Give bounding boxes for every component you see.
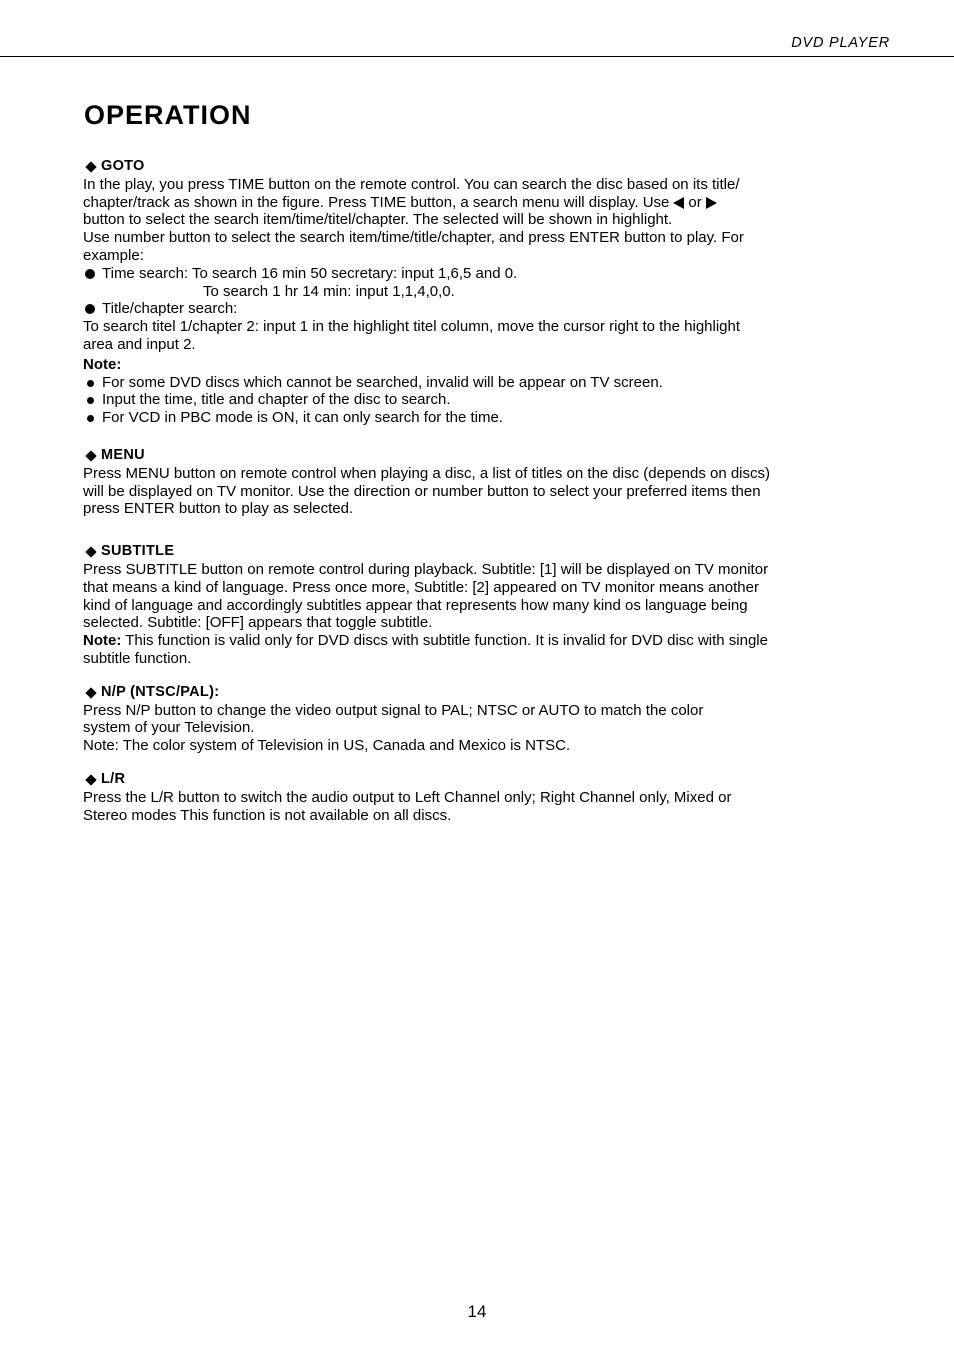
subtitle-paragraph-line: that means a kind of language. Press once more, Subtitle: [2] appeared on TV monitor means another [83,578,759,596]
goto-note-item [83,391,878,409]
section-heading-text: SUBTITLE [101,543,175,560]
subtitle-note-line [83,632,878,650]
section-heading-text: MENU [101,446,145,463]
goto-paragraph-line: example: [83,246,144,264]
subtitle-paragraph-line: selected. Subtitle: [OFF] appears that toggle subtitle. [83,614,433,632]
diamond-bullet-icon [85,546,96,557]
section-heading-menu [83,447,878,465]
title-search-line: To search titel 1/chapter 2: input 1 in the highlight titel column, move the cursor right to the highlight [83,318,741,336]
section-heading-text: GOTO [101,158,145,174]
small-bullet-icon [87,380,94,387]
small-bullet-icon [87,415,94,422]
title-search-line: area and input 2. [83,335,196,353]
np-paragraph-line: Press N/P button to change the video output signal to PAL; NTSC or AUTO to match the color [83,701,704,719]
title-search-text: Title/chapter search: [102,300,238,318]
right-arrow-icon [706,197,717,209]
goto-note-item [83,374,878,392]
goto-paragraph-line: Use number button to select the search item/time/title/chapter, and press ENTER button to play. For [83,229,744,247]
left-arrow-icon [673,197,684,209]
goto-paragraph-line: In the play, you press TIME button on the remote control. You can search the disc based on its title/ [83,175,740,193]
round-bullet-icon [85,304,95,314]
goto-note-text: For VCD in PBC mode is ON, it can only search for the time. [102,409,503,427]
time-search-text-2: To search 1 hr 14 min: input 1,1,4,0,0. [203,282,455,300]
title-search-item [83,300,878,318]
subtitle-paragraph-line: Press SUBTITLE button on remote control during playback. Subtitle: [1] will be displayed on TV monitor [83,560,769,578]
goto-paragraph-text: chapter/track as shown in the figure. Press TIME button, a search menu will display. Use [83,193,670,211]
lr-paragraph-line: Press the L/R button to switch the audio output to Left Channel only; Right Channel only, Mixed or [83,788,732,806]
small-bullet-icon [87,397,94,404]
goto-note-label: Note: [83,355,122,373]
goto-note-text: Input the time, title and chapter of the disc to search. [102,391,451,409]
section-heading-text: N/P (NTSC/PAL): [101,683,220,700]
page-content [83,158,878,824]
header-label: DVD PLAYER [791,35,890,51]
or-text: or [688,193,702,211]
menu-paragraph-line: will be displayed on TV monitor. Use the direction or number button to select your preferred items then [83,482,761,500]
section-heading-lr [83,771,878,789]
diamond-bullet-icon [85,687,96,698]
diamond-bullet-icon [85,774,96,785]
goto-note-text: For some DVD discs which cannot be searched, invalid will be appear on TV screen. [102,373,663,391]
section-heading-text: L/R [101,770,126,787]
diamond-bullet-icon [85,450,96,461]
section-heading-np [83,684,878,702]
round-bullet-icon [85,269,95,279]
subtitle-note-label: Note: [83,632,122,650]
section-heading-goto [83,158,878,176]
menu-paragraph-line: Press MENU button on remote control when playing a disc, a list of titles on the disc (depends on discs) [83,464,771,482]
time-search-item [83,265,878,283]
time-search-text: Time search: To search 16 min 50 secretary: input 1,6,5 and 0. [102,264,518,282]
header-rule [0,56,954,57]
goto-paragraph-line: button to select the search item/time/titel/chapter. The selected will be shown in highlight. [83,211,673,229]
subtitle-note-text: This function is valid only for DVD discs with subtitle function. It is invalid for DVD disc with single [121,632,768,650]
section-heading-subtitle [83,543,878,561]
menu-paragraph-line: press ENTER button to play as selected. [83,500,354,518]
goto-note-item [83,409,878,427]
page-title: OPERATION [84,100,252,130]
subtitle-note-line: subtitle function. [83,649,192,667]
np-paragraph-line: system of your Television. [83,719,255,737]
lr-paragraph-line: Stereo modes This function is not available on all discs. [83,806,452,824]
goto-paragraph-line-with-arrows [83,194,878,212]
diamond-bullet-icon [85,161,96,172]
page-number: 14 [467,1302,487,1321]
np-paragraph-line: Note: The color system of Television in US, Canada and Mexico is NTSC. [83,737,571,755]
subtitle-paragraph-line: kind of language and accordingly subtitles appear that represents how many kind os language being [83,596,748,614]
